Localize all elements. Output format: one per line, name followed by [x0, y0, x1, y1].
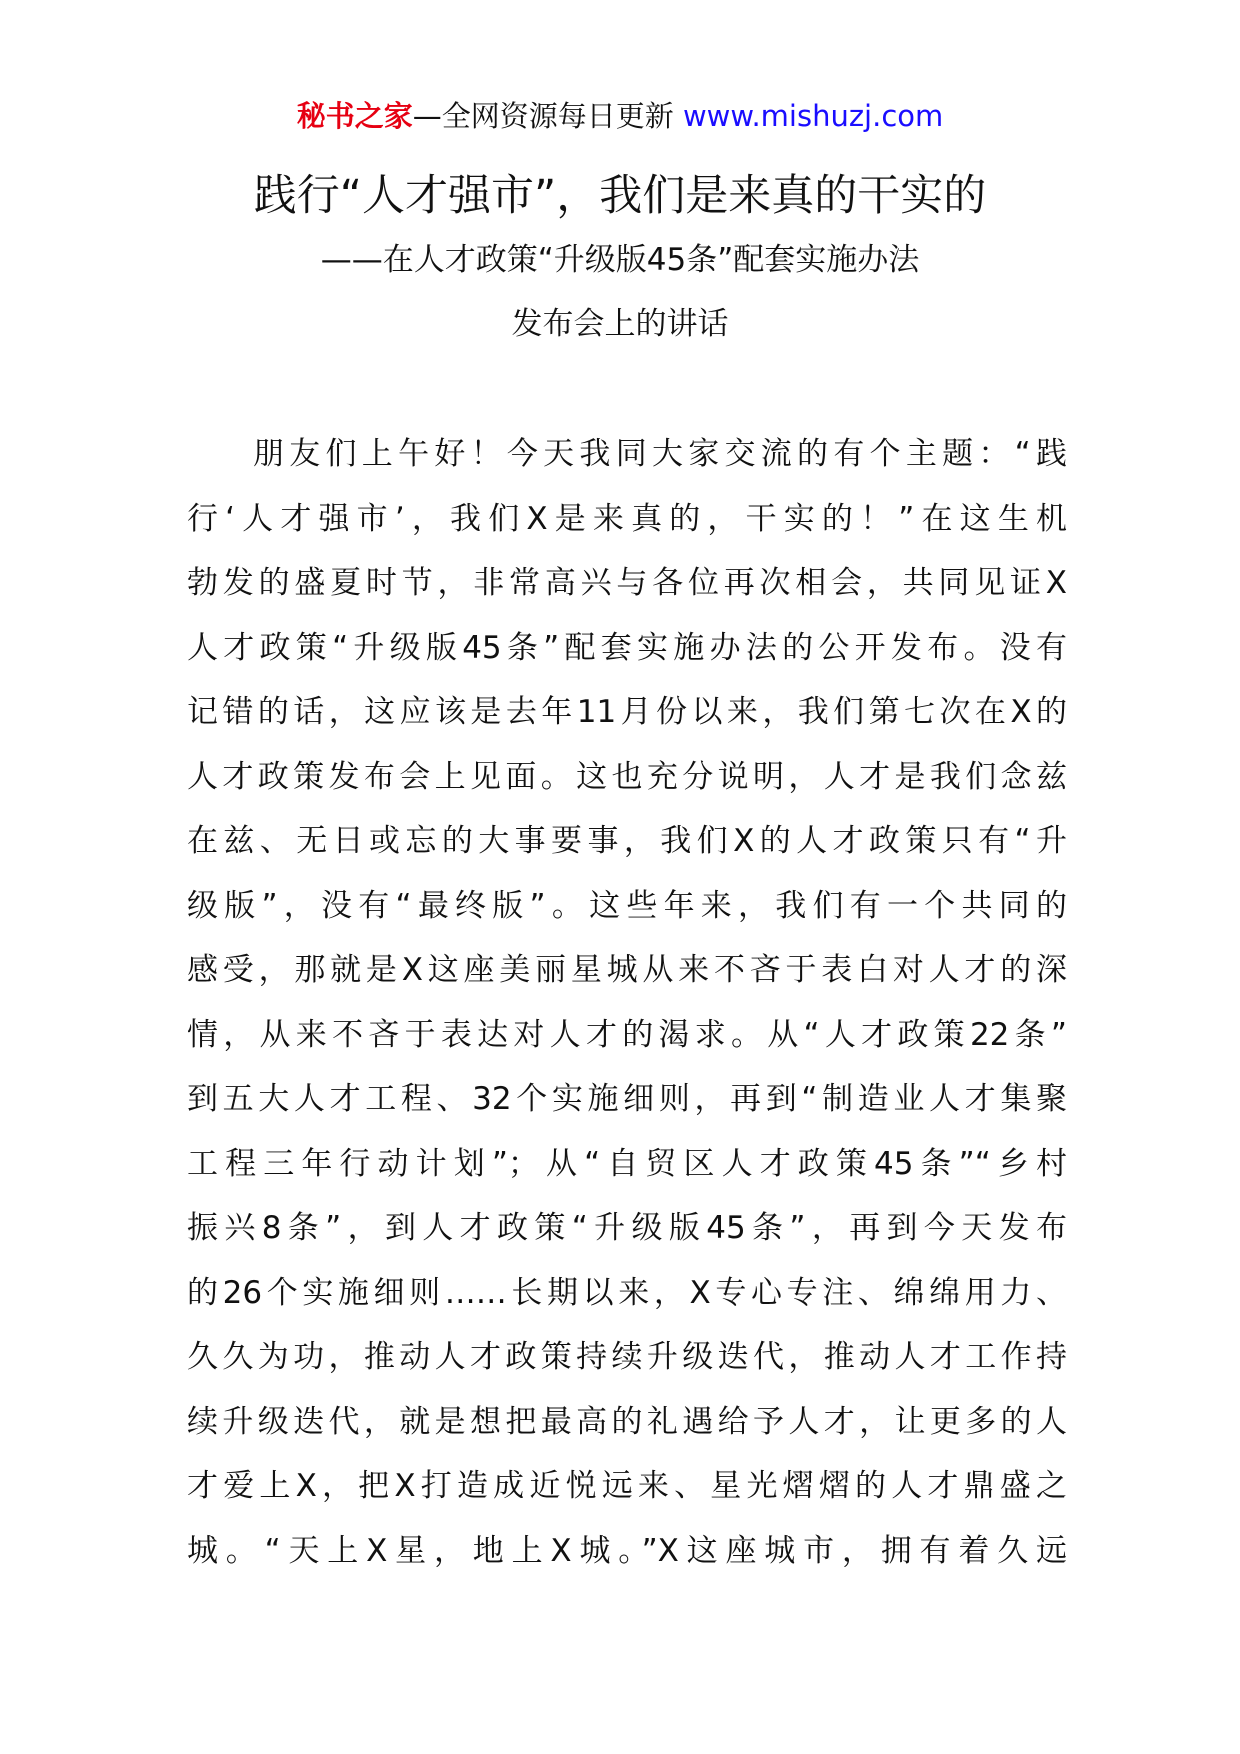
body-line: 续升级迭代，就是想把最高的礼遇给予人才，让更多的人 — [187, 1403, 1067, 1440]
body-line: 记错的话，这应该是去年11月份以来，我们第七次在X的 — [187, 694, 1067, 730]
body-line: 朋友们上午好！今天我同大家交流的有个主题：“践 — [253, 436, 1067, 472]
body-line: 城。“天上X星，地上X城。”X这座城市，拥有着久远 — [187, 1532, 1067, 1569]
body-line: 才爱上X，把X打造成近悦远来、星光熠熠的人才鼎盛之 — [187, 1468, 1067, 1504]
body-line: 的26个实施细则……长期以来，X专心专注、绵绵用力、 — [187, 1274, 1067, 1311]
body-line: 情，从来不吝于表达对人才的渴求。从“人才政策22条” — [187, 1016, 1067, 1053]
subtitle-line-2: 发布会上的讲话 — [511, 306, 729, 342]
body-line: 行‘人才强市’，我们X是来真的，干实的！”在这生机 — [187, 500, 1067, 537]
subtitle-line-1: ——在人才政策“升级版45条”配套实施办法 — [320, 242, 920, 278]
site-header — [0, 96, 1240, 136]
site-brand: 秘书之家 — [296, 99, 413, 133]
body-line: 勃发的盛夏时节，非常高兴与各位再次相会，共同见证X — [187, 565, 1067, 601]
body-line: 人才政策“升级版45条”配套实施办法的公开发布。没有 — [187, 629, 1067, 666]
body-line: 级版”，没有“最终版”。这些年来，我们有一个共同的 — [187, 887, 1067, 924]
body-line: 人才政策发布会上见面。这也充分说明，人才是我们念兹 — [187, 758, 1067, 795]
site-slogan: —全网资源每日更新 — [412, 99, 683, 133]
site-url-link[interactable]: www.mishuzj.com — [682, 99, 944, 133]
document-subtitle — [0, 228, 1240, 356]
document-title: 践行“人才强市”，我们是来真的干实的 — [253, 171, 987, 221]
body-line: 工程三年行动计划”；从“自贸区人才政策45条”“乡村 — [187, 1145, 1067, 1182]
body-line: 久久为功，推动人才政策持续升级迭代，推动人才工作持 — [187, 1339, 1067, 1375]
body-line: 到五大人才工程、32个实施细则，再到“制造业人才集聚 — [187, 1081, 1067, 1117]
body-line: 振兴8条”，到人才政策“升级版45条”，再到今天发布 — [187, 1210, 1067, 1246]
body-line: 在兹、无日或忘的大事要事，我们X的人才政策只有“升 — [187, 823, 1067, 859]
speech-body — [187, 422, 1067, 1583]
body-line: 感受，那就是X这座美丽星城从来不吝于表白对人才的深 — [187, 952, 1067, 988]
